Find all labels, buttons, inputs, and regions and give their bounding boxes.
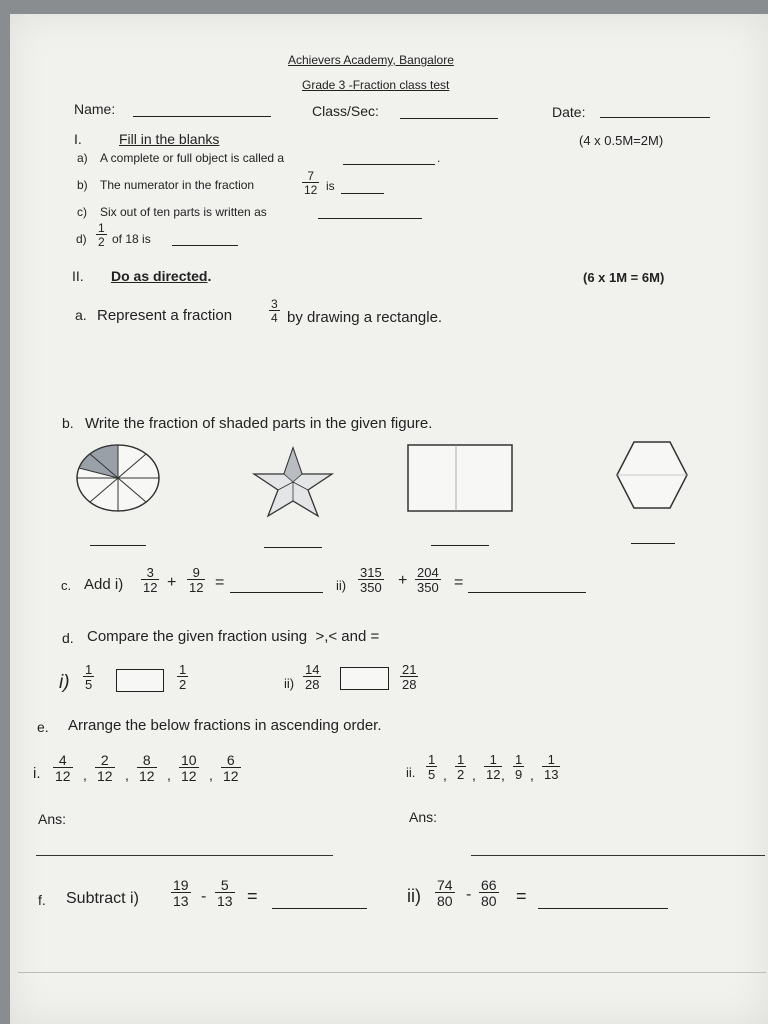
q2c-i-equals: = bbox=[215, 574, 225, 591]
q2d-i-label: i) bbox=[59, 672, 70, 693]
q2e-i-answer-line[interactable] bbox=[36, 855, 333, 856]
page-bottom-rule bbox=[18, 972, 766, 973]
q2c-text: Add i) bbox=[84, 576, 124, 593]
q2f-i-fraction1 bbox=[171, 878, 191, 908]
section2-title: Do as directed bbox=[111, 268, 208, 284]
q2c-ii-blank[interactable] bbox=[468, 579, 586, 593]
comma-separator: , bbox=[125, 767, 129, 783]
denominator: 9 bbox=[515, 767, 523, 782]
comma-separator: , bbox=[167, 767, 171, 783]
numerator: 5 bbox=[220, 877, 229, 893]
q2c-i-fraction2 bbox=[187, 566, 205, 594]
q1b-blank[interactable] bbox=[341, 181, 384, 194]
rectangle-answer-blank[interactable] bbox=[431, 533, 489, 546]
q1b-end: is bbox=[326, 179, 335, 193]
class-label: Class/Sec: bbox=[312, 103, 379, 119]
circle-figure bbox=[76, 444, 160, 512]
q2d-ii-fraction2 bbox=[400, 663, 418, 691]
numerator: 10 bbox=[181, 752, 197, 768]
numerator: 1 bbox=[179, 662, 187, 677]
numerator: 3 bbox=[271, 297, 278, 311]
q2f-text: Subtract i) bbox=[66, 890, 139, 907]
comma-separator: , bbox=[501, 767, 505, 783]
denominator: 12 bbox=[304, 183, 318, 197]
denominator: 80 bbox=[437, 893, 453, 909]
denominator: 12 bbox=[189, 580, 204, 595]
q1a-label: a) bbox=[77, 151, 88, 165]
section2-dot: . bbox=[207, 268, 212, 284]
name-blank[interactable] bbox=[133, 101, 271, 117]
section1-number: I. bbox=[74, 131, 82, 147]
order-fraction bbox=[137, 753, 157, 783]
q2f-i-blank[interactable] bbox=[272, 894, 367, 909]
order-fraction bbox=[53, 753, 73, 783]
test-title: Grade 3 -Fraction class test bbox=[302, 78, 450, 92]
numerator: 2 bbox=[100, 752, 109, 768]
q1c-text: Six out of ten parts is written as bbox=[100, 205, 267, 219]
section2-number: II. bbox=[72, 268, 84, 284]
denominator: 2 bbox=[98, 235, 105, 249]
date-blank[interactable] bbox=[600, 104, 710, 118]
class-blank[interactable] bbox=[400, 103, 498, 119]
comma-separator: , bbox=[472, 767, 476, 783]
order-fraction bbox=[455, 753, 466, 781]
circle-answer-blank[interactable] bbox=[90, 533, 146, 546]
numerator: 1 bbox=[547, 752, 555, 767]
order-fraction bbox=[179, 753, 199, 783]
order-fraction bbox=[426, 753, 437, 781]
q2c-i-blank[interactable] bbox=[230, 578, 323, 593]
q2b-label: b. bbox=[62, 415, 74, 431]
section2-title-wrap bbox=[111, 268, 211, 284]
denominator: 4 bbox=[271, 311, 278, 325]
denominator: 5 bbox=[428, 767, 436, 782]
denominator: 350 bbox=[360, 580, 382, 595]
denominator: 13 bbox=[173, 893, 189, 909]
q2d-text: Compare the given fraction using >,< and = bbox=[87, 628, 380, 645]
q2f-ii-fraction2 bbox=[479, 878, 499, 908]
q2c-ii-label: ii) bbox=[336, 578, 347, 593]
worksheet-page bbox=[10, 14, 768, 1024]
q2e-i-ans-label: Ans: bbox=[38, 811, 67, 827]
q2e-i-label: i. bbox=[33, 765, 41, 782]
denominator: 12 bbox=[97, 768, 113, 784]
q1d-fraction bbox=[96, 222, 107, 248]
q2c-ii-plus: + bbox=[398, 572, 408, 589]
q2f-ii-blank[interactable] bbox=[538, 894, 668, 909]
compare-box-1[interactable] bbox=[116, 669, 164, 692]
q1a-text: A complete or full object is called a bbox=[100, 151, 285, 165]
denominator: 2 bbox=[179, 677, 187, 692]
order-fraction bbox=[221, 753, 241, 783]
q2e-label: e. bbox=[37, 719, 49, 735]
numerator: 1 bbox=[85, 662, 93, 677]
q2d-label: d. bbox=[62, 630, 74, 646]
numerator: 204 bbox=[417, 565, 439, 580]
q1a-blank[interactable] bbox=[343, 151, 435, 165]
denominator: 2 bbox=[457, 767, 465, 782]
q1b-fraction bbox=[302, 170, 319, 196]
denominator: 12 bbox=[139, 768, 155, 784]
numerator: 1 bbox=[515, 752, 523, 767]
denominator: 13 bbox=[217, 893, 233, 909]
numerator: 9 bbox=[192, 565, 200, 580]
hexagon-figure bbox=[615, 440, 689, 510]
order-fraction bbox=[513, 753, 524, 781]
denominator: 12 bbox=[143, 580, 158, 595]
q2c-i-plus: + bbox=[167, 574, 177, 591]
q2a-text2: by drawing a rectangle. bbox=[287, 309, 443, 326]
comma-separator: , bbox=[83, 767, 87, 783]
q2c-ii-equals: = bbox=[454, 574, 464, 591]
name-label: Name: bbox=[74, 101, 116, 117]
q2c-ii-fraction2 bbox=[415, 566, 441, 594]
order-fraction bbox=[542, 753, 560, 781]
q2d-ii-label: ii) bbox=[284, 676, 295, 691]
q2e-ii-ans-label: Ans: bbox=[409, 809, 438, 825]
q2d-i-fraction2 bbox=[177, 663, 188, 691]
q2e-text: Arrange the below fractions in ascending order. bbox=[68, 717, 382, 734]
numerator: 7 bbox=[307, 169, 315, 183]
q2a-label: a. bbox=[75, 307, 87, 323]
numerator: 1 bbox=[428, 752, 436, 767]
q2a-fraction bbox=[269, 298, 280, 324]
numerator: 3 bbox=[146, 565, 154, 580]
comma-separator: , bbox=[209, 767, 213, 783]
school-name: Achievers Academy, Bangalore bbox=[288, 53, 454, 67]
q2f-i-minus: - bbox=[201, 888, 207, 905]
rectangle-figure bbox=[407, 444, 513, 512]
order-fraction bbox=[484, 753, 502, 781]
q1c-label: c) bbox=[77, 205, 87, 219]
q1b-label: b) bbox=[77, 178, 88, 192]
comma-separator: , bbox=[443, 767, 447, 783]
numerator: 66 bbox=[481, 877, 497, 893]
numerator: 1 bbox=[457, 752, 465, 767]
denominator: 12 bbox=[486, 767, 501, 782]
numerator: 8 bbox=[142, 752, 151, 768]
comma-separator: , bbox=[530, 767, 534, 783]
q2f-ii-label: ii) bbox=[407, 886, 421, 906]
numerator: 14 bbox=[305, 662, 320, 677]
section1-title: Fill in the blanks bbox=[119, 131, 220, 147]
denominator: 80 bbox=[481, 893, 497, 909]
denominator: 350 bbox=[417, 580, 439, 595]
q2f-ii-minus: - bbox=[466, 886, 472, 903]
denominator: 12 bbox=[223, 768, 239, 784]
q2f-i-equals: = bbox=[247, 886, 258, 906]
star-answer-blank[interactable] bbox=[264, 535, 322, 548]
q2d-ii-fraction1 bbox=[303, 663, 321, 691]
q2c-i-fraction1 bbox=[141, 566, 159, 594]
hexagon-answer-blank[interactable] bbox=[631, 531, 675, 544]
denominator: 28 bbox=[305, 677, 320, 692]
denominator: 13 bbox=[544, 767, 559, 782]
q1c-blank[interactable] bbox=[318, 206, 422, 219]
q2e-ii-label: ii. bbox=[406, 765, 416, 780]
numerator: 21 bbox=[402, 662, 417, 677]
star-figure bbox=[252, 446, 334, 518]
q2a-text1: Represent a fraction bbox=[97, 307, 233, 324]
numerator: 4 bbox=[58, 752, 67, 768]
numerator: 1 bbox=[489, 752, 497, 767]
denominator: 28 bbox=[402, 677, 417, 692]
numerator: 1 bbox=[98, 221, 105, 235]
q1d-blank[interactable] bbox=[172, 232, 238, 246]
q1d-text: of 18 is bbox=[112, 232, 151, 246]
numerator: 6 bbox=[226, 752, 235, 768]
numerator: 19 bbox=[173, 877, 189, 893]
denominator: 12 bbox=[181, 768, 197, 784]
compare-box-2[interactable] bbox=[340, 667, 389, 690]
numerator: 74 bbox=[437, 877, 453, 893]
q2b-text: Write the fraction of shaded parts in the given figure. bbox=[85, 415, 433, 432]
q2c-label: c. bbox=[61, 578, 72, 593]
q2f-label: f. bbox=[38, 892, 46, 908]
date-label: Date: bbox=[552, 104, 586, 120]
section1-marks: (4 x 0.5M=2M) bbox=[579, 133, 664, 148]
q2f-i-fraction2 bbox=[215, 878, 235, 908]
order-fraction bbox=[95, 753, 115, 783]
denominator: 5 bbox=[85, 677, 93, 692]
q2c-ii-fraction1 bbox=[358, 566, 384, 594]
q2f-ii-fraction1 bbox=[435, 878, 455, 908]
q1d-label: d) bbox=[76, 232, 87, 246]
q2f-ii-equals: = bbox=[516, 886, 527, 906]
q2e-ii-answer-line[interactable] bbox=[471, 855, 765, 856]
section2-marks: (6 x 1M = 6M) bbox=[583, 270, 665, 285]
q1b-text: The numerator in the fraction bbox=[100, 178, 255, 192]
numerator: 315 bbox=[360, 565, 382, 580]
denominator: 12 bbox=[55, 768, 71, 784]
q2d-i-fraction1 bbox=[83, 663, 94, 691]
q1a-end: . bbox=[437, 151, 441, 165]
